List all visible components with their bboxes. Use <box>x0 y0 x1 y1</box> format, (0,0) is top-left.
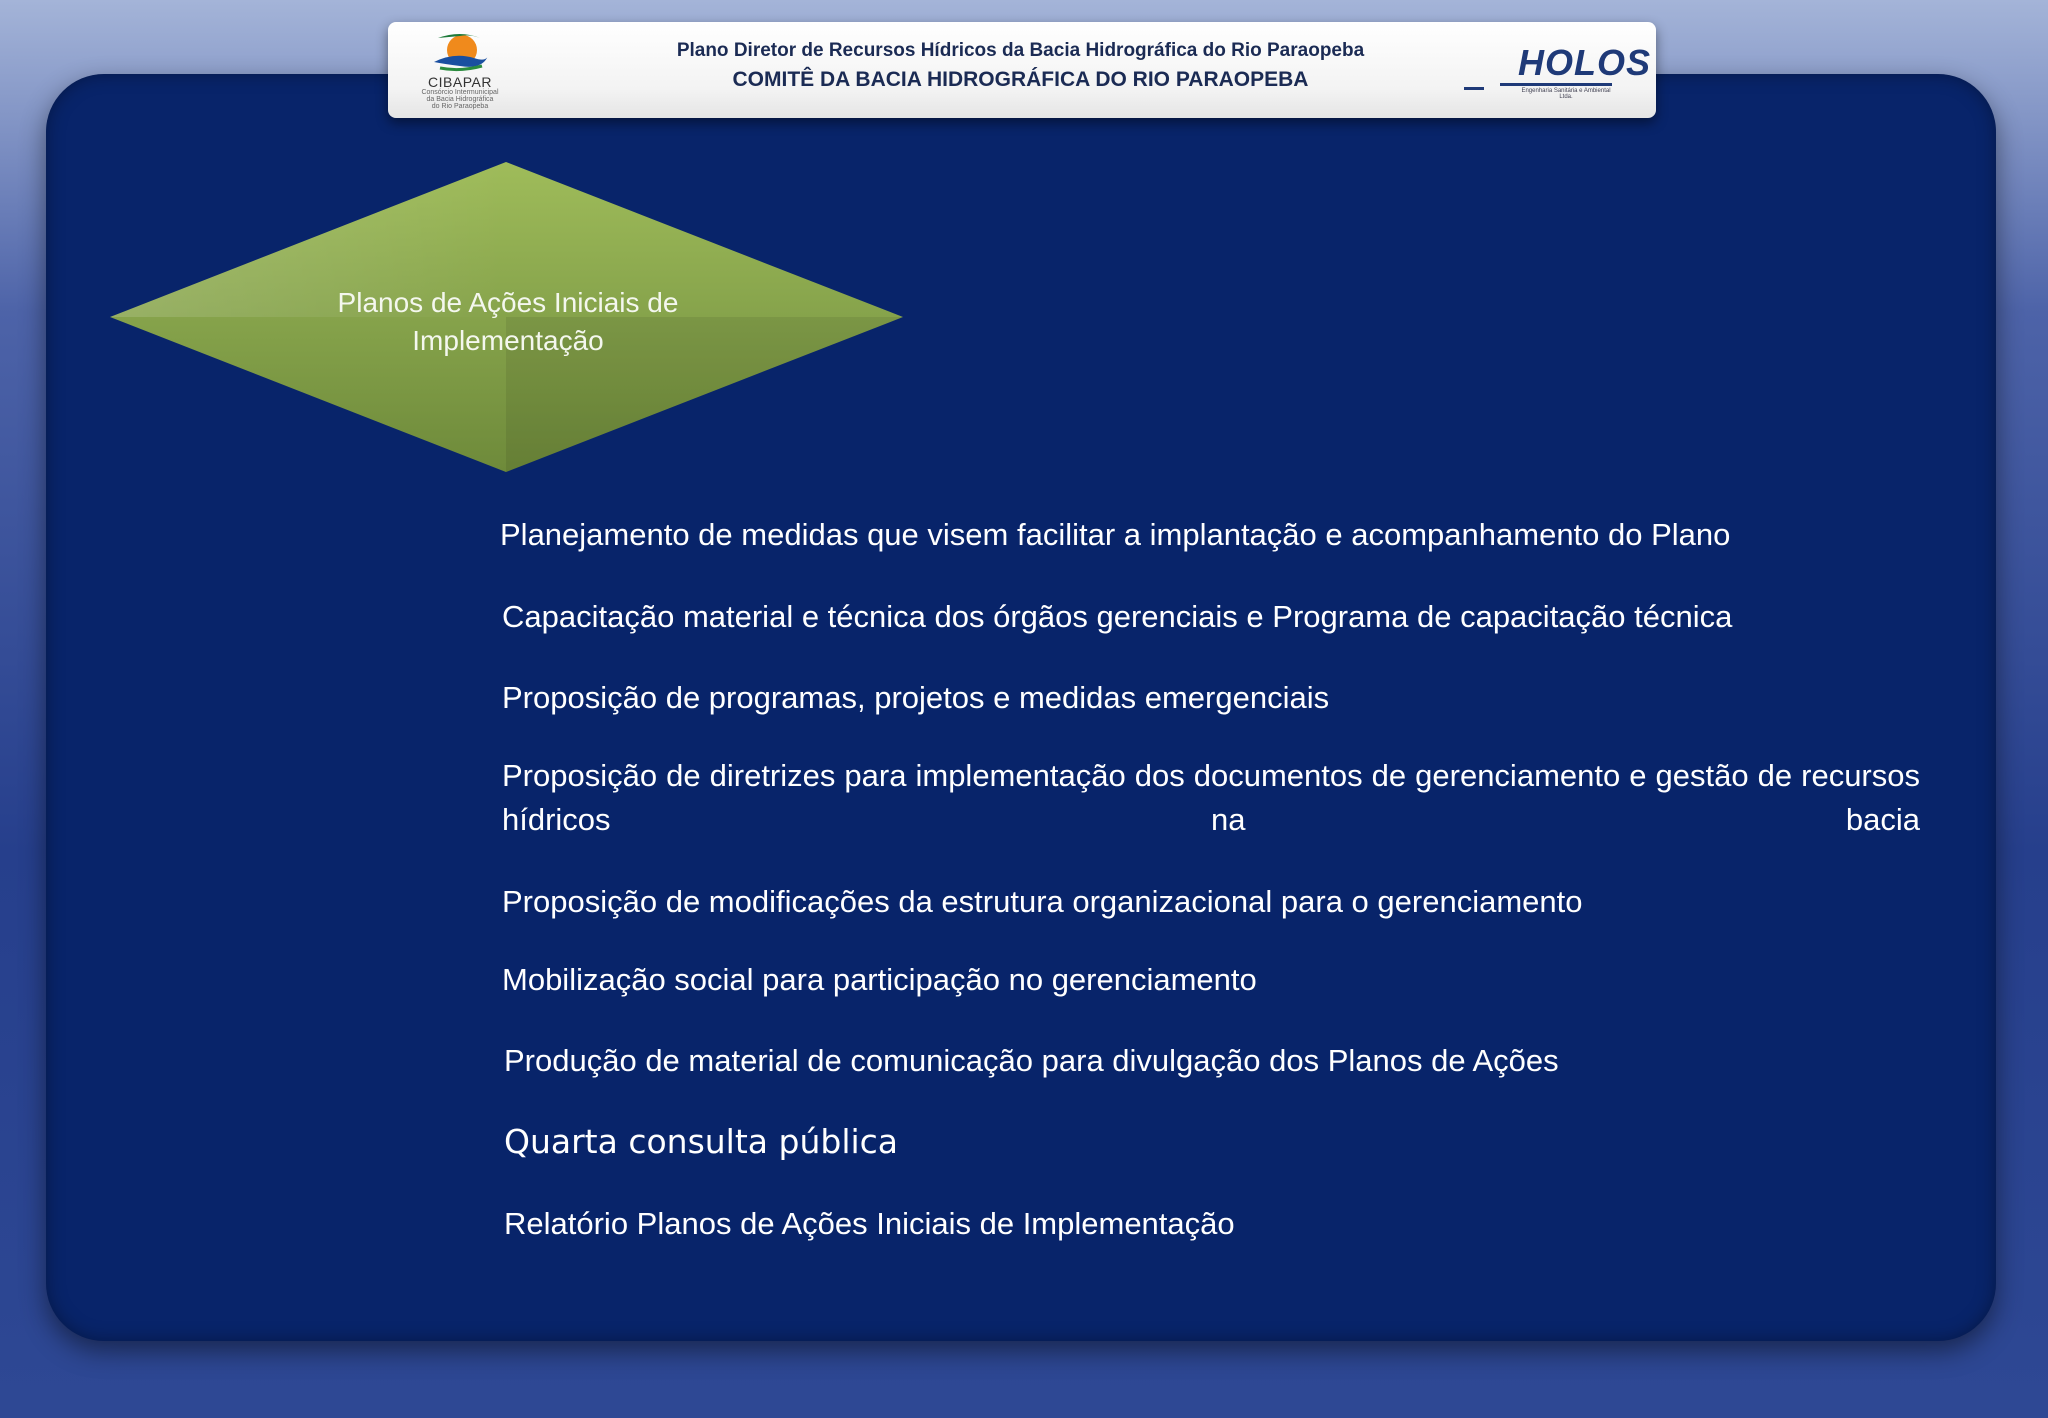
list-item: Relatório Planos de Ações Iniciais de Implementação <box>504 1206 1235 1241</box>
list-item: Quarta consulta pública <box>504 1122 899 1161</box>
plan-title: Plano Diretor de Recursos Hídricos da Bacia Hidrográfica do Rio Paraopeba <box>676 40 1365 61</box>
cibapar-wordmark: CIBAPAR <box>428 74 492 90</box>
diamond-label-line: Implementação <box>412 325 604 356</box>
holos-subtitle: Engenharia Sanitária e Ambiental Ltda. <box>1521 88 1611 100</box>
committee-title: COMITÊ DA BACIA HIDROGRÁFICA DO RIO PARAOPEBA <box>732 68 1309 91</box>
list-item: Capacitação material e técnica dos órgãos gerenciais e Programa de capacitação técnica <box>502 599 1733 634</box>
cibapar-subtitle-line: da Bacia Hidrográfica <box>426 96 494 103</box>
list-item: Planejamento de medidas que visem facilitar a implantação e acompanhamento do Plano <box>500 517 1731 552</box>
cibapar-subtitle-line: do Rio Paraopeba <box>431 103 489 110</box>
list-item: Proposição de modificações da estrutura organizacional para o gerenciamento <box>502 884 1583 919</box>
cibapar-subtitle-line: Consórcio Intermunicipal <box>421 89 499 96</box>
list-item: Proposição de diretrizes para implementação dos documentos de gerenciamento e gestão de recursos hídricos na bacia <box>502 758 1920 837</box>
list-item: Proposição de programas, projetos e medidas emergenciais <box>502 680 1330 715</box>
list-item: Produção de material de comunicação para divulgação dos Planos de Ações <box>504 1043 1559 1078</box>
diamond-label-line: Planos de Ações Iniciais de <box>337 287 679 318</box>
list-item: Mobilização social para participação no gerenciamento <box>502 962 1257 997</box>
holos-wordmark: HOLOS <box>1518 42 1652 83</box>
